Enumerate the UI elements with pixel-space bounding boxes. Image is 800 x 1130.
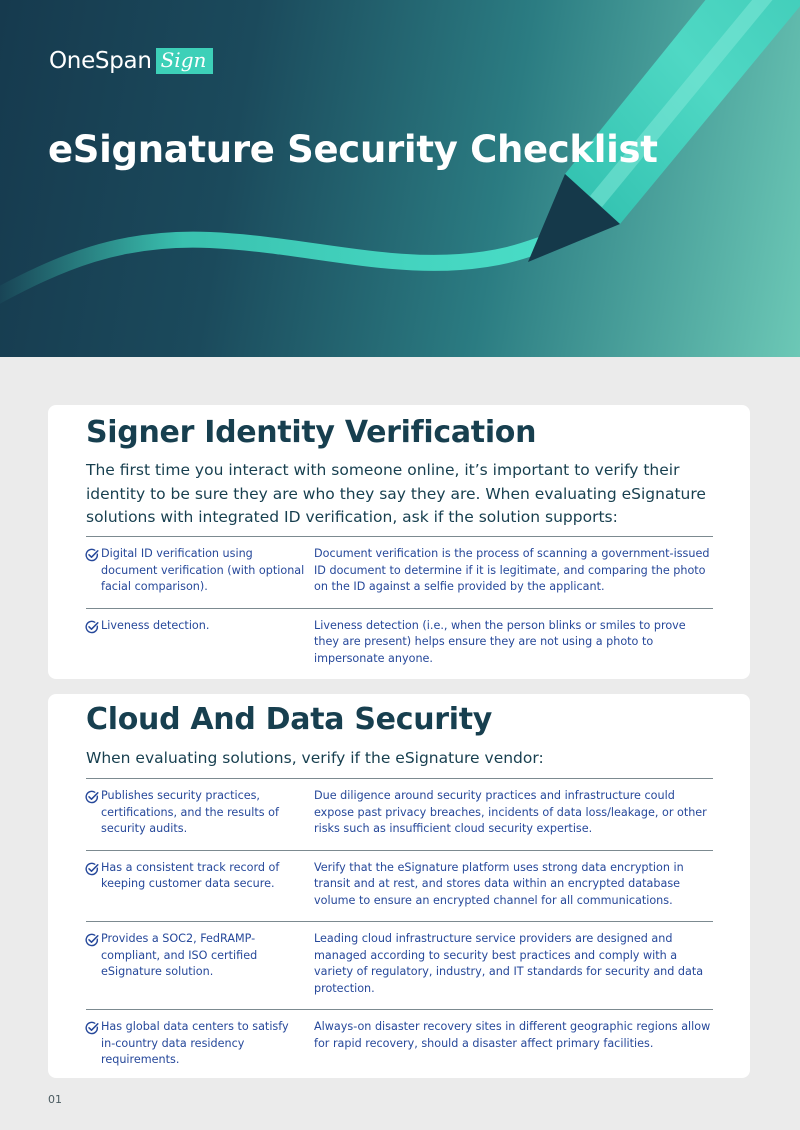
- logo-product-badge: Sign: [156, 48, 214, 74]
- section-intro: When evaluating solutions, verify if the eSignature vendor:: [86, 749, 544, 767]
- explanation-text: Document verification is the process of scanning a government-issued ID document to determine if it is legitimate, and comparing the photo on the ID against a selfie provided by the applicant.: [314, 547, 710, 593]
- check-circle-icon: [85, 862, 99, 876]
- check-circle-icon: [85, 790, 99, 804]
- checklist-row: [86, 922, 713, 1010]
- checklist-row: [86, 609, 713, 680]
- logo-wordmark: OneSpan: [49, 48, 152, 74]
- cloud-data-security-card: [48, 694, 750, 1078]
- page-title: eSignature Security Checklist: [48, 128, 658, 171]
- checklist-row: [86, 779, 713, 851]
- checklist-row: [86, 537, 713, 609]
- requirement-cell: [86, 860, 314, 910]
- requirement-cell: [86, 1019, 314, 1069]
- check-circle-icon: [85, 933, 99, 947]
- requirement-text: Liveness detection.: [101, 618, 210, 632]
- requirement-text: Provides a SOC2, FedRAMP-compliant, and ISO certified eSignature solution.: [101, 932, 258, 978]
- explanation-text: Always-on disaster recovery sites in different geographic regions allow for rapid recovery, should a disaster affect primary facilities.: [314, 1020, 711, 1050]
- requirement-text: Publishes security practices, certifications, and the results of security audits.: [101, 789, 279, 835]
- page-number: 01: [48, 1093, 62, 1106]
- checklist-row: [86, 1010, 713, 1081]
- identity-verification-card: [48, 405, 750, 679]
- section-heading: Cloud And Data Security: [86, 702, 493, 737]
- hero-banner: [0, 0, 800, 357]
- check-circle-icon: [85, 548, 99, 562]
- explanation-text: Liveness detection (i.e., when the person blinks or smiles to prove they are present) helps ensure they are not using a photo to impersonate anyone.: [314, 618, 686, 665]
- onespan-sign-logo: [49, 48, 213, 74]
- requirement-cell: [86, 788, 314, 838]
- signature-stroke: [0, 240, 540, 300]
- check-circle-icon: [85, 1021, 99, 1035]
- requirement-cell: [86, 931, 314, 997]
- section-heading: Signer Identity Verification: [86, 415, 537, 450]
- requirement-cell: [86, 618, 314, 668]
- explanation-text: Verify that the eSignature platform uses strong data encryption in transit and at rest, and stores data within an encrypted database volume to ensure an encrypted channel for all communications.: [314, 860, 684, 907]
- check-circle-icon: [85, 620, 99, 634]
- checklist-table: [86, 536, 713, 679]
- requirement-text: Digital ID verification using document verification (with optional facial comparison).: [101, 547, 305, 593]
- section-intro: The first time you interact with someone online, it’s important to verify their identity to be sure they are who they say they are. When evaluating eSignature solutions with integrated ID verification, ask if the solution supports:: [86, 461, 706, 526]
- checklist-table: [86, 778, 713, 1081]
- requirement-text: Has a consistent track record of keeping customer data secure.: [101, 860, 280, 890]
- checklist-row: [86, 851, 713, 923]
- requirement-text: Has global data centers to satisfy in-country data residency requirements.: [101, 1020, 289, 1066]
- explanation-text: Leading cloud infrastructure service providers are designed and managed according to security best practices and comply with a variety of regulatory, industry, and IT standards for security and data protection.: [314, 932, 704, 995]
- requirement-cell: [86, 546, 314, 596]
- explanation-text: Due diligence around security practices and infrastructure could expose past privacy breaches, incidents of data loss/leakage, or other risks such as insufficient cloud security expertise.: [314, 789, 707, 835]
